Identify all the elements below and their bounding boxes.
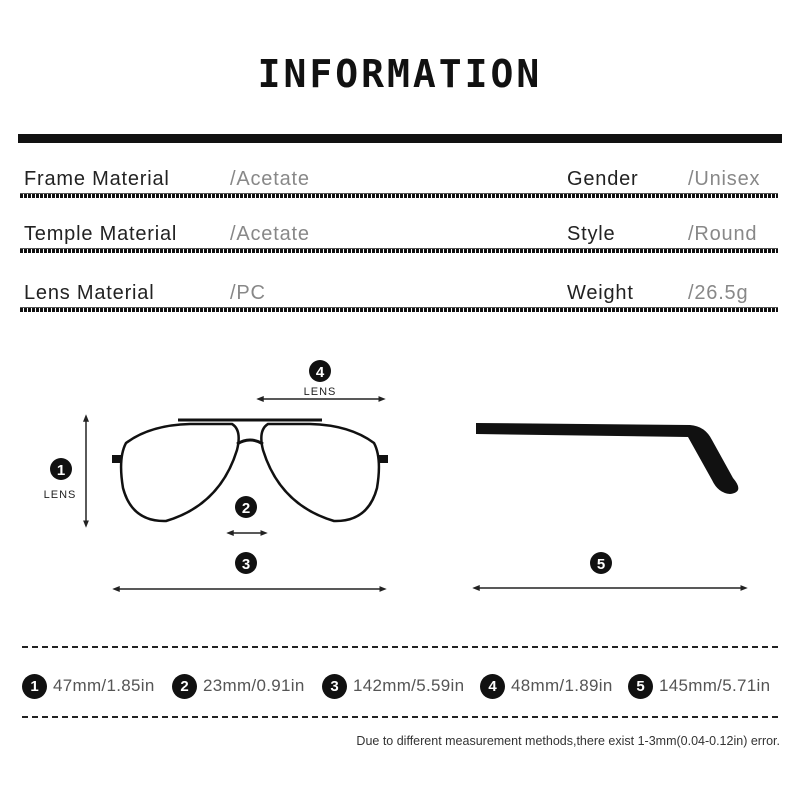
page-title: INFORMATION xyxy=(257,52,543,96)
measurement-value: 48mm/1.89in xyxy=(511,676,613,695)
spec-label: Style xyxy=(567,223,616,245)
spec-value: /26.5g xyxy=(688,282,749,304)
marker-3-number: 3 xyxy=(241,556,251,573)
number-badge: 5 xyxy=(628,674,653,699)
number-badge: 1 xyxy=(22,674,47,699)
temple-side-icon xyxy=(476,423,738,494)
measurement-value: 23mm/0.91in xyxy=(203,676,305,695)
spec-label: Gender xyxy=(567,168,639,190)
marker-4-number: 4 xyxy=(315,364,325,381)
measurement-item xyxy=(628,672,770,700)
marker-5-number: 5 xyxy=(596,556,606,573)
spec-label: Frame Material xyxy=(24,168,170,190)
measurement-value: 145mm/5.71in xyxy=(659,676,771,695)
measurement-item xyxy=(322,672,464,700)
spec-value: /Acetate xyxy=(230,168,310,190)
spec-label: Weight xyxy=(567,282,634,304)
dashed-divider xyxy=(22,716,778,718)
marker-2-number: 2 xyxy=(241,500,251,517)
number-badge: 3 xyxy=(322,674,347,699)
measurement-item xyxy=(22,672,155,700)
spec-value: /Acetate xyxy=(230,223,310,245)
measurement-value: 142mm/5.59in xyxy=(353,676,465,695)
measurement-item xyxy=(480,672,613,700)
number-badge: 2 xyxy=(172,674,197,699)
error-note: Due to different measurement methods,there exist 1-3mm(0.04-0.12in) error. xyxy=(356,734,780,748)
lens-top-label: LENS xyxy=(303,386,337,398)
lens-side-label: LENS xyxy=(43,489,77,501)
marker-1-number: 1 xyxy=(56,462,66,479)
spec-label: Lens Material xyxy=(24,282,155,304)
spec-label: Temple Material xyxy=(24,223,178,245)
dashed-divider xyxy=(22,646,778,648)
spec-value: /Round xyxy=(688,223,758,245)
measurement-value: 47mm/1.85in xyxy=(53,676,155,695)
measurement-list xyxy=(22,672,782,700)
measurement-item xyxy=(172,672,305,700)
spec-value: /Unisex xyxy=(688,168,761,190)
number-badge: 4 xyxy=(480,674,505,699)
spec-value: /PC xyxy=(230,282,266,304)
